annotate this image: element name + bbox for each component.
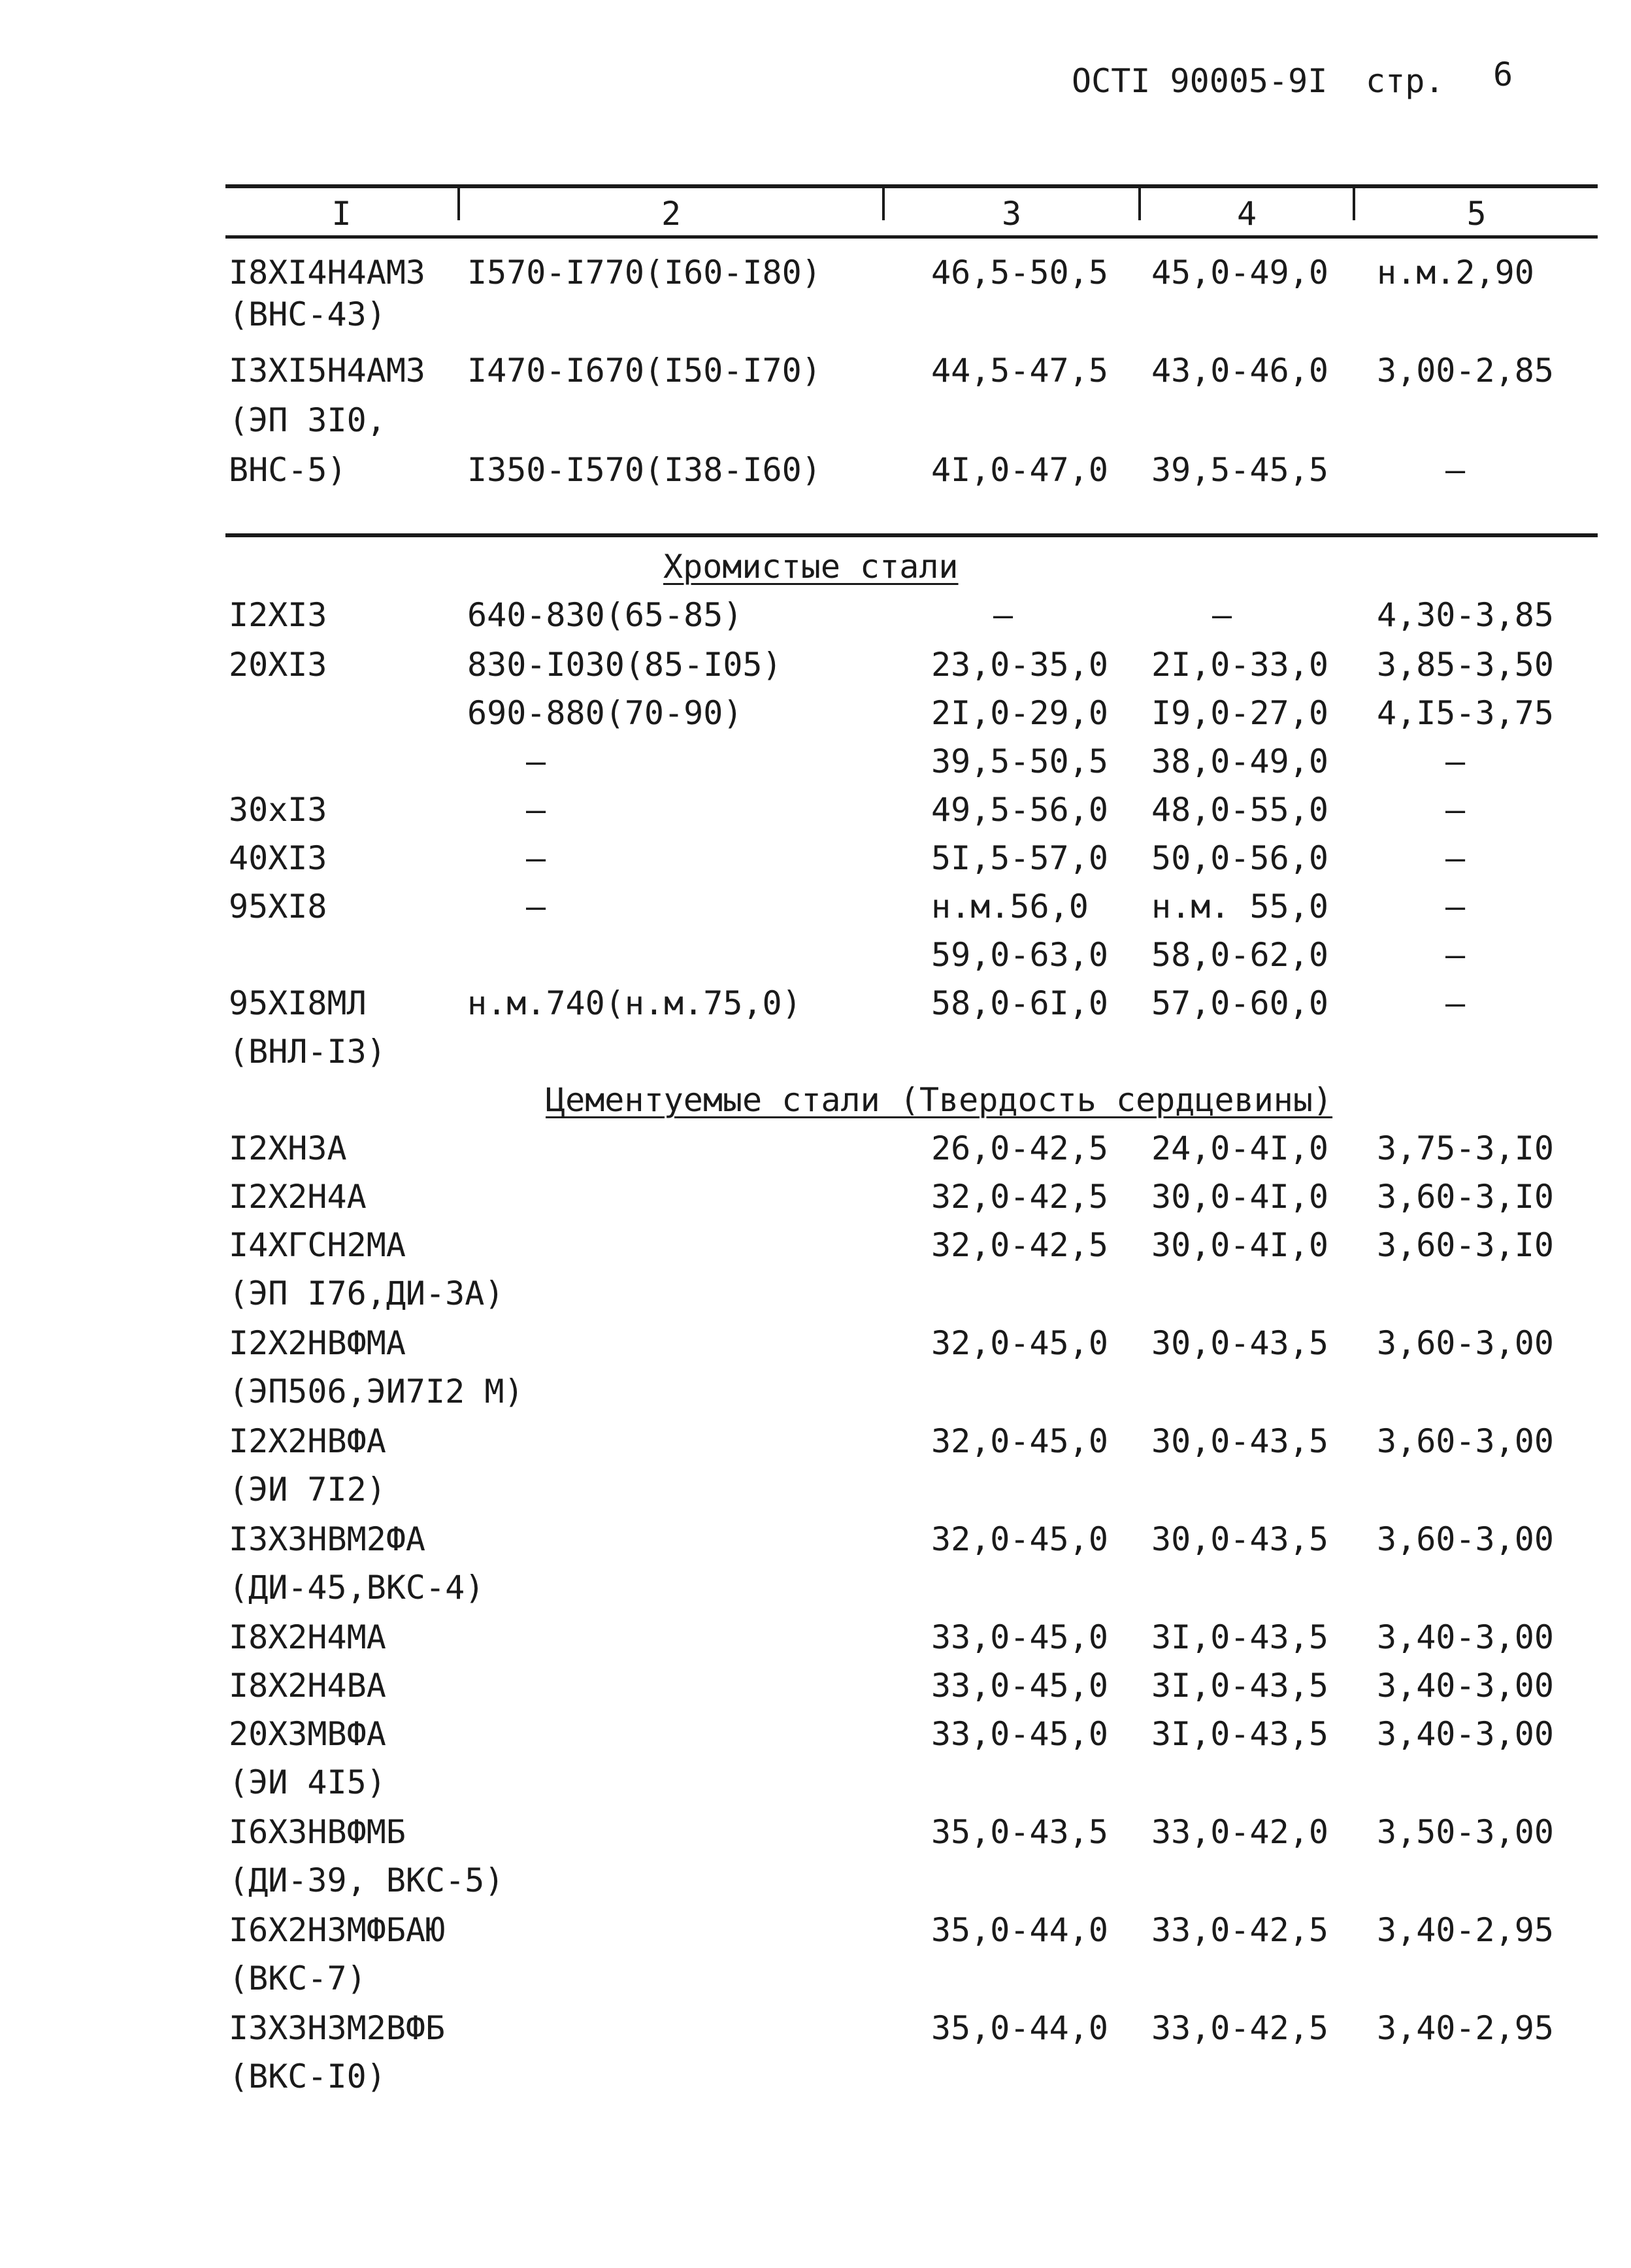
hardness-col3: н.м.56,0 [931, 888, 1089, 926]
steel-grade: 20XI3 [229, 646, 327, 684]
table-row [0, 646, 1631, 694]
strength-range: I570-I770(I60-I80) [467, 254, 821, 292]
hardness-col4: 30,0-43,5 [1151, 1324, 1328, 1362]
col5-value: 3,50-3,00 [1377, 1813, 1554, 1851]
steel-grade: 40XI3 [229, 839, 327, 877]
table-row [0, 1911, 1631, 1959]
steel-grade: I2X2HВФА [229, 1422, 386, 1460]
hardness-col4: 2I,0-33,0 [1151, 646, 1328, 684]
hardness-col4: 48,0-55,0 [1151, 791, 1328, 829]
hardness-col3: – [993, 596, 1013, 634]
steel-grade: ВНС-5) [229, 451, 347, 489]
table-row [0, 1471, 1631, 1519]
col5-value: 4,I5-3,75 [1377, 694, 1554, 732]
table-row [0, 1275, 1631, 1323]
hardness-col4: 3I,0-43,5 [1151, 1667, 1328, 1705]
table-header-rule [225, 235, 1598, 239]
col5-value: 3,40-2,95 [1377, 1911, 1554, 1949]
steel-grade: I2XH3A [229, 1129, 347, 1167]
column-header-4: 4 [1236, 195, 1257, 233]
col5-value: 3,40-3,00 [1377, 1667, 1554, 1705]
hardness-col3: 2I,0-29,0 [931, 694, 1108, 732]
hardness-col3: 46,5-50,5 [931, 254, 1108, 292]
col5-value: 4,30-3,85 [1377, 596, 1554, 634]
hardness-col4: 58,0-62,0 [1151, 936, 1328, 974]
strength-range: I350-I570(I38-I60) [467, 451, 821, 489]
page-label: стр. [1366, 62, 1445, 100]
col5-value: 3,75-3,I0 [1377, 1129, 1554, 1167]
hardness-col3: 35,0-43,5 [931, 1813, 1108, 1851]
hardness-col3: 49,5-56,0 [931, 791, 1108, 829]
hardness-col4: 3I,0-43,5 [1151, 1715, 1328, 1753]
steel-grade: (ДИ-45,ВКС-4) [229, 1569, 485, 1607]
steel-grade: I3X3H3М2ВФБ [229, 2009, 446, 2047]
col5-value: 3,60-3,00 [1377, 1422, 1554, 1460]
hardness-col4: н.м. 55,0 [1151, 888, 1328, 926]
strength-range: 690-880(70-90) [467, 694, 743, 732]
table-row: 40XI3 – 5I,5-57,0 50,0-56,0 – [229, 839, 1466, 877]
table-row [0, 2058, 1631, 2106]
table-row [0, 254, 1631, 302]
strength-range: – [526, 839, 546, 877]
table-row: 59,0-63,0 58,0-62,0 – [931, 936, 1466, 974]
table-row [0, 1861, 1631, 1910]
steel-grade: I4XГCH2MA [229, 1226, 406, 1264]
col5-value: 3,60-3,I0 [1377, 1178, 1554, 1216]
steel-grade: I8XI4H4AM3 [229, 254, 426, 292]
table-row [0, 401, 1631, 450]
hardness-col3: 59,0-63,0 [931, 936, 1108, 974]
steel-grade: 95XI8МЛ [229, 984, 367, 1022]
hardness-col3: 26,0-42,5 [931, 1129, 1108, 1167]
table-row [0, 694, 1631, 742]
table-row [0, 352, 1631, 400]
col5-value: 3,40-3,00 [1377, 1618, 1554, 1656]
hardness-col3: 33,0-45,0 [931, 1715, 1108, 1753]
hardness-col4: 33,0-42,5 [1151, 1911, 1328, 1949]
col5-value: 3,85-3,50 [1377, 646, 1554, 684]
col5-value: н.м.2,90 [1377, 254, 1534, 292]
document-code: ОСТI 90005-9I [1072, 62, 1328, 100]
hardness-col3: 32,0-45,0 [931, 1324, 1108, 1362]
table-row [0, 596, 1631, 644]
steel-grade: 95XI8 [229, 888, 327, 926]
hardness-col3: 5I,5-57,0 [931, 839, 1108, 877]
document-page: ОСТI 90005-9I стр. 6 I 2 3 4 5 I8XI4H4AM3 I570-I770(I60-I80) 46,5-50,5 45,0-49,0 н.м.2,90 (ВНС-43) I3XI5H4AM3 I470-I670(I50-I70) 44,5-47,5 43,0-46,0 3,00-2,85 (ЭП 3I0, ВНС-5) I350-I570(I38-I60) 4I,0-47,0 39,5-45,5 – Хромистые стали I2XI3 640-830(65-85) – – 4,30-3,85 20XI3 830-I030(85-I05) 23,0-35,0 2I,0-33,0 3,85-3,50 690-880(70-90) 2I,0-29,0 I9,0-27,0 4,I5-3,75 – 39,5-50,5 38,0-49,0 – 30xI3 – 49,5-56,0 48,0-55,0 – 40XI3 – 5I,5-57,0 50,0-56,0 – 95XI8 – н.м.56,0 н.м. 55,0 – 59,0-63,0 58,0-62,0 – 95XI8МЛ н.м.740(н.м.75,0) 58,0-6I,0 57,0-60,0 – (ВНЛ-I3) Цементуемые стали (Твердость сердцевины) I2XH3A 26,0-42,5 24,0-4I,0 3,75-3,I0 I2X2H4A 32,0-42,5 30,0-4I,0 3,60-3,I0 I4XГCH2MA 32,0-42,5 30,0-4I,0 3,60-3,I0 (ЭП I76,ДИ-3А) I2X2HВФМА 32,0-45,0 30,0-43,5 3,60-3,00 (ЭП506,ЭИ7I2 М) I2X2HВФА 32,0-45,0 30,0-43,5 3,60-3,00 (ЭИ 7I2) I3X3HВМ2ФА 32,0-45,0 30,0-43,5 3,60-3,00 (ДИ-45,ВКС-4) I8X2H4MA 33,0-45,0 3I,0-43,5 3,40-3,00 I8X2H4ВА 33,0-45,0 3I,0-43,5 3,40-3,00 20X3МВФА 33,0-45,0 3I,0-43,5 3,40-3,00 (ЭИ 4I5) I6X3HВФМБ 35,0-43,5 33,0-42,0 3,50-3,00 (ДИ-39, ВКС-5) I6X2H3МФБАЮ 35,0-44,0 33,0-42,5 3,40-2,95 (ВКС-7) I3X3H3М2ВФБ 35,0-44,0 33,0-42,5 3,40-2,95 (ВКС-I0) [0, 0, 1631, 2268]
hardness-col4: 30,0-43,5 [1151, 1520, 1328, 1558]
strength-range: – [526, 742, 546, 780]
hardness-col4: 39,5-45,5 [1151, 451, 1328, 489]
hardness-col3: 35,0-44,0 [931, 1911, 1108, 1949]
hardness-col4: 38,0-49,0 [1151, 742, 1328, 780]
table-row [0, 1715, 1631, 1763]
steel-grade: (ЭИ 4I5) [229, 1763, 386, 1801]
col5-value: 3,40-3,00 [1377, 1715, 1554, 1753]
table-row: 30xI3 – 49,5-56,0 48,0-55,0 – [229, 791, 1466, 829]
table-top-rule [225, 184, 1598, 188]
table-row [0, 1226, 1631, 1275]
col5-value: 3,60-3,00 [1377, 1520, 1554, 1558]
hardness-col3: 58,0-6I,0 [931, 984, 1108, 1022]
table-row [0, 1618, 1631, 1667]
hardness-col3: 33,0-45,0 [931, 1667, 1108, 1705]
steel-grade: (ВНЛ-I3) [229, 1033, 386, 1071]
steel-grade: (ЭП I76,ДИ-3А) [229, 1275, 504, 1312]
strength-range: н.м.740(н.м.75,0) [467, 984, 802, 1022]
strength-range: 640-830(65-85) [467, 596, 743, 634]
steel-grade: I8X2H4ВА [229, 1667, 386, 1705]
table-row [0, 1033, 1631, 1081]
steel-grade: (ДИ-39, ВКС-5) [229, 1861, 504, 1899]
table-row [0, 1667, 1631, 1715]
table-row [0, 1520, 1631, 1569]
hardness-col4: – [1212, 596, 1232, 634]
hardness-col4: 30,0-43,5 [1151, 1422, 1328, 1460]
steel-grade: (ЭП 3I0, [229, 401, 386, 439]
table-row [0, 1813, 1631, 1861]
hardness-col4: 50,0-56,0 [1151, 839, 1328, 877]
steel-grade: (ВКС-7) [229, 1959, 367, 1997]
hardness-col3: 32,0-42,5 [931, 1226, 1108, 1264]
steel-grade: (ЭП506,ЭИ7I2 М) [229, 1373, 524, 1410]
table-row [0, 1373, 1631, 1421]
table-row: ВНС-5) I350-I570(I38-I60) 4I,0-47,0 39,5-45,5 – [229, 451, 1466, 489]
strength-range: 830-I030(85-I05) [467, 646, 782, 684]
column-header-2: 2 [661, 195, 682, 233]
hardness-col3: 33,0-45,0 [931, 1618, 1108, 1656]
table-row [0, 1178, 1631, 1226]
hardness-col4: 33,0-42,0 [1151, 1813, 1328, 1851]
hardness-col4: 3I,0-43,5 [1151, 1618, 1328, 1656]
steel-grade: I6X2H3МФБАЮ [229, 1911, 446, 1949]
steel-grade: 20X3МВФА [229, 1715, 386, 1753]
steel-grade: I3XI5H4AM3 [229, 352, 426, 390]
hardness-col4: 24,0-4I,0 [1151, 1129, 1328, 1167]
strength-range: – [526, 888, 546, 926]
table-row [0, 295, 1631, 344]
steel-grade: I2X2H4A [229, 1178, 367, 1216]
hardness-col4: 57,0-60,0 [1151, 984, 1328, 1022]
hardness-col3: 39,5-50,5 [931, 742, 1108, 780]
hardness-col3: 4I,0-47,0 [931, 451, 1108, 489]
steel-grade: 30xI3 [229, 791, 327, 829]
hardness-col3: 44,5-47,5 [931, 352, 1108, 390]
section-rule [225, 533, 1598, 537]
col5-value: 3,60-3,I0 [1377, 1226, 1554, 1264]
col5-value: 3,00-2,85 [1377, 352, 1554, 390]
column-header-3: 3 [1001, 195, 1022, 233]
hardness-col3: 32,0-45,0 [931, 1422, 1108, 1460]
column-header-5: 5 [1466, 195, 1487, 233]
steel-grade: (ЭИ 7I2) [229, 1471, 386, 1509]
steel-grade: I2X2HВФМА [229, 1324, 406, 1362]
steel-grade: (ВНС-43) [229, 295, 386, 333]
steel-grade: (ВКС-I0) [229, 2058, 386, 2095]
steel-grade: I3X3HВМ2ФА [229, 1520, 426, 1558]
hardness-col3: 32,0-45,0 [931, 1520, 1108, 1558]
strength-range: I470-I670(I50-I70) [467, 352, 821, 390]
table-row [0, 1959, 1631, 2008]
hardness-col4: 30,0-4I,0 [1151, 1178, 1328, 1216]
hardness-col3: 32,0-42,5 [931, 1178, 1108, 1216]
table-row [0, 1569, 1631, 1617]
col5-value: 3,60-3,00 [1377, 1324, 1554, 1362]
hardness-col4: I9,0-27,0 [1151, 694, 1328, 732]
table-row [0, 2009, 1631, 2058]
table-row: 95XI8МЛ н.м.740(н.м.75,0) 58,0-6I,0 57,0-60,0 – [229, 984, 1466, 1022]
hardness-col4: 33,0-42,5 [1151, 2009, 1328, 2047]
table-row: 95XI8 – н.м.56,0 н.м. 55,0 – [229, 888, 1466, 926]
hardness-col4: 43,0-46,0 [1151, 352, 1328, 390]
steel-grade: I6X3HВФМБ [229, 1813, 406, 1851]
table-row [0, 1324, 1631, 1373]
table-row: – 39,5-50,5 38,0-49,0 – [526, 742, 1466, 780]
steel-grade: I8X2H4MA [229, 1618, 386, 1656]
table-row [0, 1422, 1631, 1471]
page-number: 6 [1493, 56, 1513, 93]
hardness-col3: 35,0-44,0 [931, 2009, 1108, 2047]
hardness-col4: 45,0-49,0 [1151, 254, 1328, 292]
table-row [0, 1763, 1631, 1812]
steel-grade: I2XI3 [229, 596, 327, 634]
hardness-col3: 23,0-35,0 [931, 646, 1108, 684]
column-header-1: I [331, 195, 352, 233]
col5-value: 3,40-2,95 [1377, 2009, 1554, 2047]
strength-range: – [526, 791, 546, 829]
table-row [0, 1129, 1631, 1178]
hardness-col4: 30,0-4I,0 [1151, 1226, 1328, 1264]
